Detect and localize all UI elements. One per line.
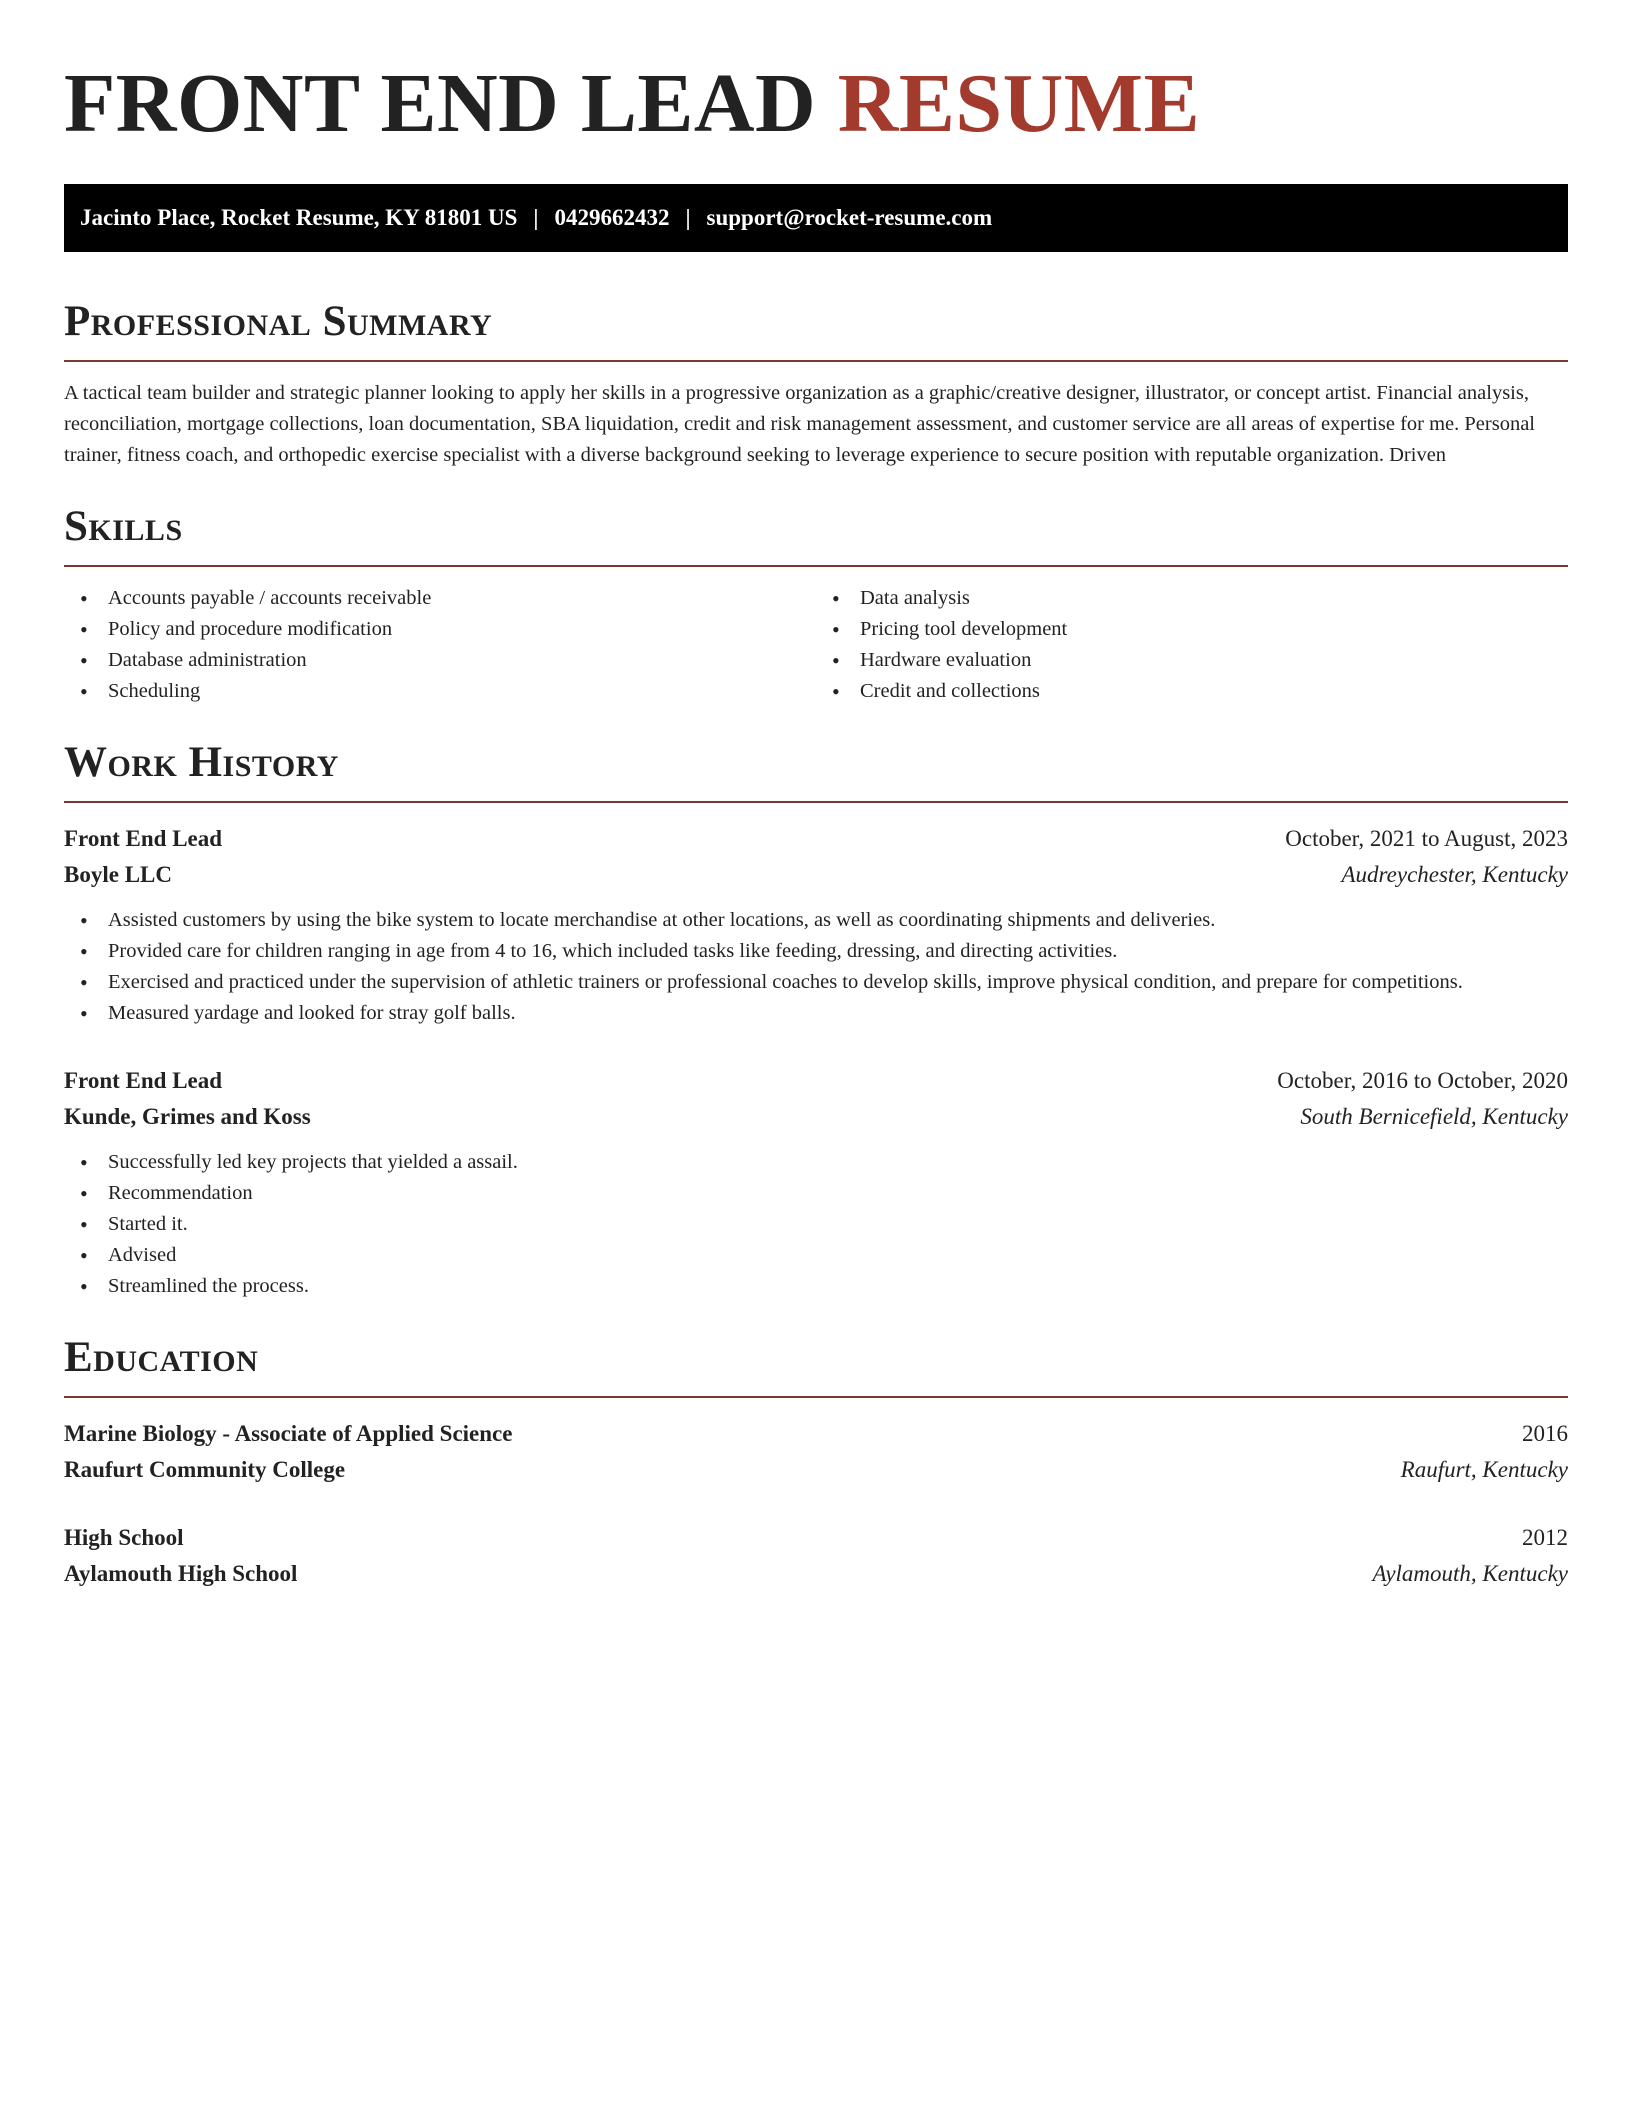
skills-list bbox=[64, 583, 1568, 707]
job-duty: • Provided care for children ranging in age from 4 to 16, which included tasks like feeding, dressing, and directing activities. bbox=[64, 936, 1568, 967]
education-degree: Marine Biology - Associate of Applied Science bbox=[64, 1421, 513, 1446]
contact-separator: | bbox=[533, 205, 539, 230]
job-title: Front End Lead bbox=[64, 1068, 223, 1093]
education-school: Raufurt Community College bbox=[64, 1457, 346, 1482]
skill-item: • Hardware evaluation bbox=[816, 645, 1568, 676]
job-location: South Bernicefield, Kentucky bbox=[1300, 1104, 1568, 1129]
job-company: Boyle LLC bbox=[64, 862, 172, 887]
summary-heading: Professional Summary bbox=[64, 298, 493, 345]
resume-title bbox=[64, 58, 1568, 150]
summary-text: A tactical team builder and strategic planner looking to apply her skills in a progressive organization as a graphic/creative designer, illustrator, or concept artist. Financial analysis, reconciliation, mortgage collections, loan documentation, SBA liquidation, credit and risk management assessment, and customer service are all areas of expertise for me. Personal trainer, fitness coach, and orthopedic exercise specialist with a diverse background seeking to leverage experience to secure position with reputable organization. Driven bbox=[64, 382, 1535, 466]
skill-item: • Scheduling bbox=[64, 676, 816, 707]
job-duty: • Measured yardage and looked for stray golf balls. bbox=[64, 998, 1568, 1029]
education-entry bbox=[64, 1520, 1568, 1592]
education-year: 2016 bbox=[1522, 1421, 1568, 1446]
education-degree: High School bbox=[64, 1525, 184, 1550]
contact-phone[interactable]: 0429662432 bbox=[554, 205, 670, 230]
job-subheader bbox=[64, 1099, 1568, 1135]
contact-separator: | bbox=[685, 205, 691, 230]
education-subheader bbox=[64, 1556, 1568, 1592]
job-duty: • Exercised and practiced under the supervision of athletic trainers or professional coaches to develop skills, improve physical condition, and prepare for competitions. bbox=[64, 967, 1568, 998]
skills-heading: Skills bbox=[64, 503, 183, 550]
job-header bbox=[64, 821, 1568, 857]
job-duty: • Successfully led key projects that yielded a assail. bbox=[64, 1147, 1568, 1178]
section-divider bbox=[64, 360, 1568, 362]
job-title: Front End Lead bbox=[64, 826, 223, 851]
contact-bar bbox=[64, 184, 1568, 252]
skills-column-right bbox=[816, 583, 1568, 707]
skill-item: • Accounts payable / accounts receivable bbox=[64, 583, 816, 614]
job-dates: October, 2016 to October, 2020 bbox=[1277, 1068, 1568, 1093]
job-duties bbox=[64, 905, 1568, 1029]
education-location: Aylamouth, Kentucky bbox=[1372, 1561, 1568, 1586]
job-location: Audreychester, Kentucky bbox=[1341, 862, 1568, 887]
skill-item: • Database administration bbox=[64, 645, 816, 676]
title-accent: RESUME bbox=[837, 57, 1201, 150]
job-header bbox=[64, 1063, 1568, 1099]
job-entry bbox=[64, 1063, 1568, 1302]
skill-item: • Pricing tool development bbox=[816, 614, 1568, 645]
job-entry bbox=[64, 821, 1568, 1029]
education-subheader bbox=[64, 1452, 1568, 1488]
job-duty: • Advised bbox=[64, 1240, 1568, 1271]
job-duty: • Streamlined the process. bbox=[64, 1271, 1568, 1302]
education-header bbox=[64, 1520, 1568, 1556]
job-duty: • Assisted customers by using the bike system to locate merchandise at other locations, as well as coordinating shipments and deliveries. bbox=[64, 905, 1568, 936]
job-company: Kunde, Grimes and Koss bbox=[64, 1104, 311, 1129]
title-main: FRONT END LEAD bbox=[64, 57, 817, 150]
education-heading: Education bbox=[64, 1334, 259, 1381]
job-duty: • Recommendation bbox=[64, 1178, 1568, 1209]
education-school: Aylamouth High School bbox=[64, 1561, 298, 1586]
resume-page bbox=[64, 0, 1568, 1592]
skill-item: • Credit and collections bbox=[816, 676, 1568, 707]
job-duties bbox=[64, 1147, 1568, 1302]
skill-item: • Data analysis bbox=[816, 583, 1568, 614]
education-header bbox=[64, 1416, 1568, 1452]
skill-item: • Policy and procedure modification bbox=[64, 614, 816, 645]
section-divider bbox=[64, 1396, 1568, 1398]
job-dates: October, 2021 to August, 2023 bbox=[1285, 826, 1568, 851]
education-entry bbox=[64, 1416, 1568, 1488]
section-divider bbox=[64, 801, 1568, 803]
contact-address: Jacinto Place, Rocket Resume, KY 81801 US bbox=[80, 205, 518, 230]
education-year: 2012 bbox=[1522, 1525, 1568, 1550]
contact-email[interactable]: support@rocket-resume.com bbox=[706, 205, 993, 230]
job-duty: • Started it. bbox=[64, 1209, 1568, 1240]
section-divider bbox=[64, 565, 1568, 567]
education-location: Raufurt, Kentucky bbox=[1400, 1457, 1568, 1482]
job-subheader bbox=[64, 857, 1568, 893]
work-history-heading: Work History bbox=[64, 739, 339, 786]
skills-column-left bbox=[64, 583, 816, 707]
